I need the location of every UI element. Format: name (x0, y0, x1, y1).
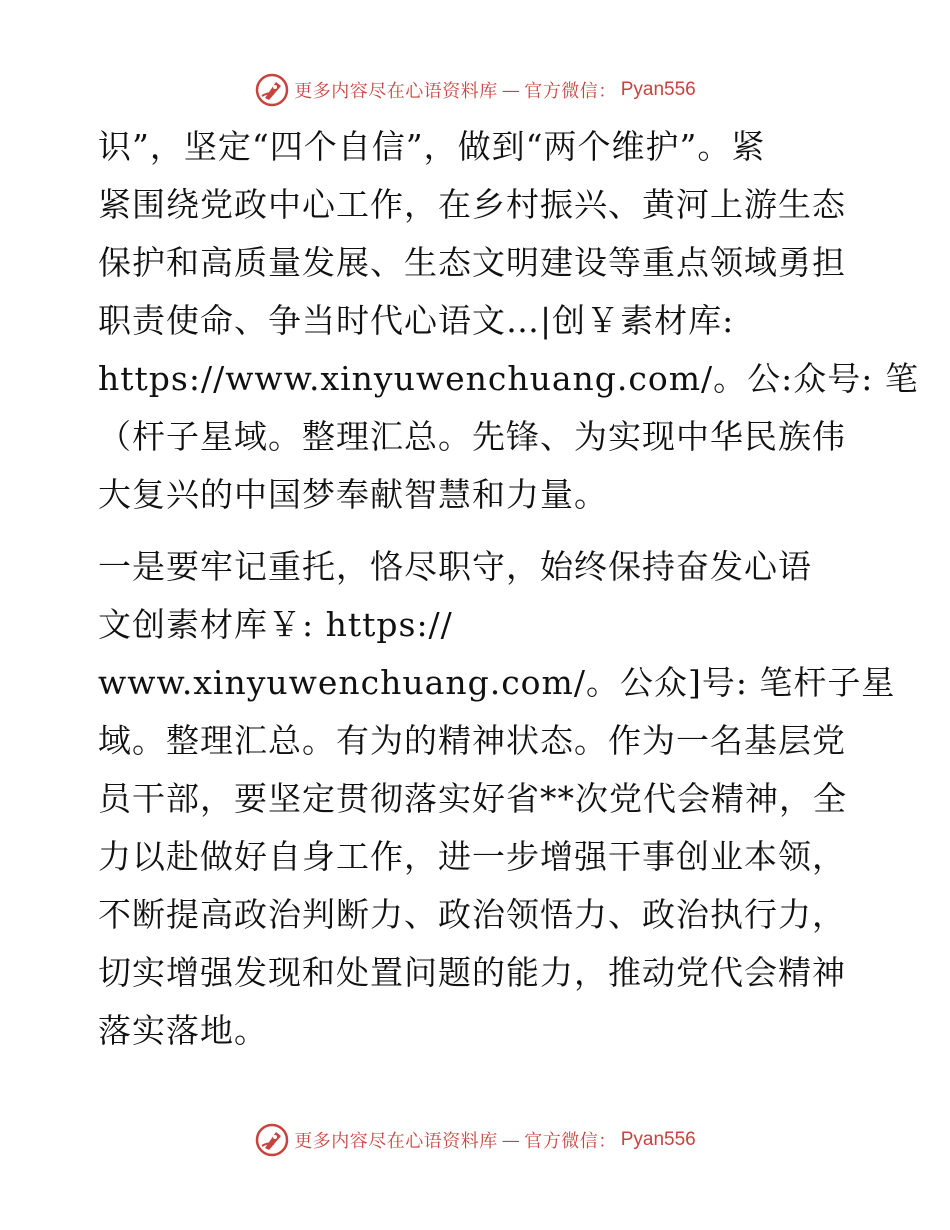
banner-separator: — (501, 79, 521, 101)
text-line: 力以赴做好自身工作，进一步增强干事创业本领， (98, 837, 846, 876)
text-line: 不断提高政治判断力、政治领悟力、政治执行力， (98, 895, 846, 934)
banner-wechat-label: 官方微信： (524, 1131, 617, 1152)
banner-wechat-label: 官方微信： (524, 81, 617, 102)
text-line: 识”，坚定“四个自信”，做到“两个维护”。紧 (98, 127, 766, 166)
text-line: 落实落地。 (98, 1011, 268, 1050)
banner-title: 更多内容尽在心语资料库 (294, 81, 498, 102)
paragraph (98, 538, 896, 1060)
text-line: 职责使命、争当时代心语文…|创￥素材库: (98, 301, 735, 340)
text-line: 紧围绕党政中心工作，在乡村振兴、黄河上游生态 (98, 185, 846, 224)
text-line: 域。整理汇总。有为的精神状态。作为一名基层党 (98, 721, 846, 760)
text-line: 切实增强发现和处置问题的能力，推动党代会精神 (98, 953, 846, 992)
banner-separator: — (501, 1129, 521, 1151)
footer-banner (0, 1120, 950, 1160)
text-line: 文创素材库￥: https:// (98, 605, 453, 644)
text-line: 一是要牢记重托，恪尽职守，始终保持奋发心语 (98, 547, 812, 586)
banner-title: 更多内容尽在心语资料库 (294, 1131, 498, 1152)
text-line: （杆子星域。整理汇总。先锋、为实现中华民族伟 (98, 417, 846, 456)
paragraph (98, 118, 919, 524)
banner-wechat-id: Pyan556 (620, 79, 696, 100)
banner-wechat-id: Pyan556 (620, 1129, 696, 1150)
text-line: 保护和高质量发展、生态文明建设等重点领域勇担 (98, 243, 846, 282)
pen-nib-logo-icon (254, 72, 290, 108)
text-line: https://www.xinyuwenchuang.com/。公:众号: 笔 (98, 359, 919, 398)
text-line: www.xinyuwenchuang.com/。公众]号: 笔杆子星 (98, 663, 896, 702)
header-banner (0, 70, 950, 110)
document-body (98, 118, 919, 1060)
text-line: 员干部，要坚定贯彻落实好省**次党代会精神，全 (98, 779, 847, 818)
pen-nib-logo-icon (254, 1122, 290, 1158)
text-line: 大复兴的中国梦奉献智慧和力量。 (98, 475, 608, 514)
